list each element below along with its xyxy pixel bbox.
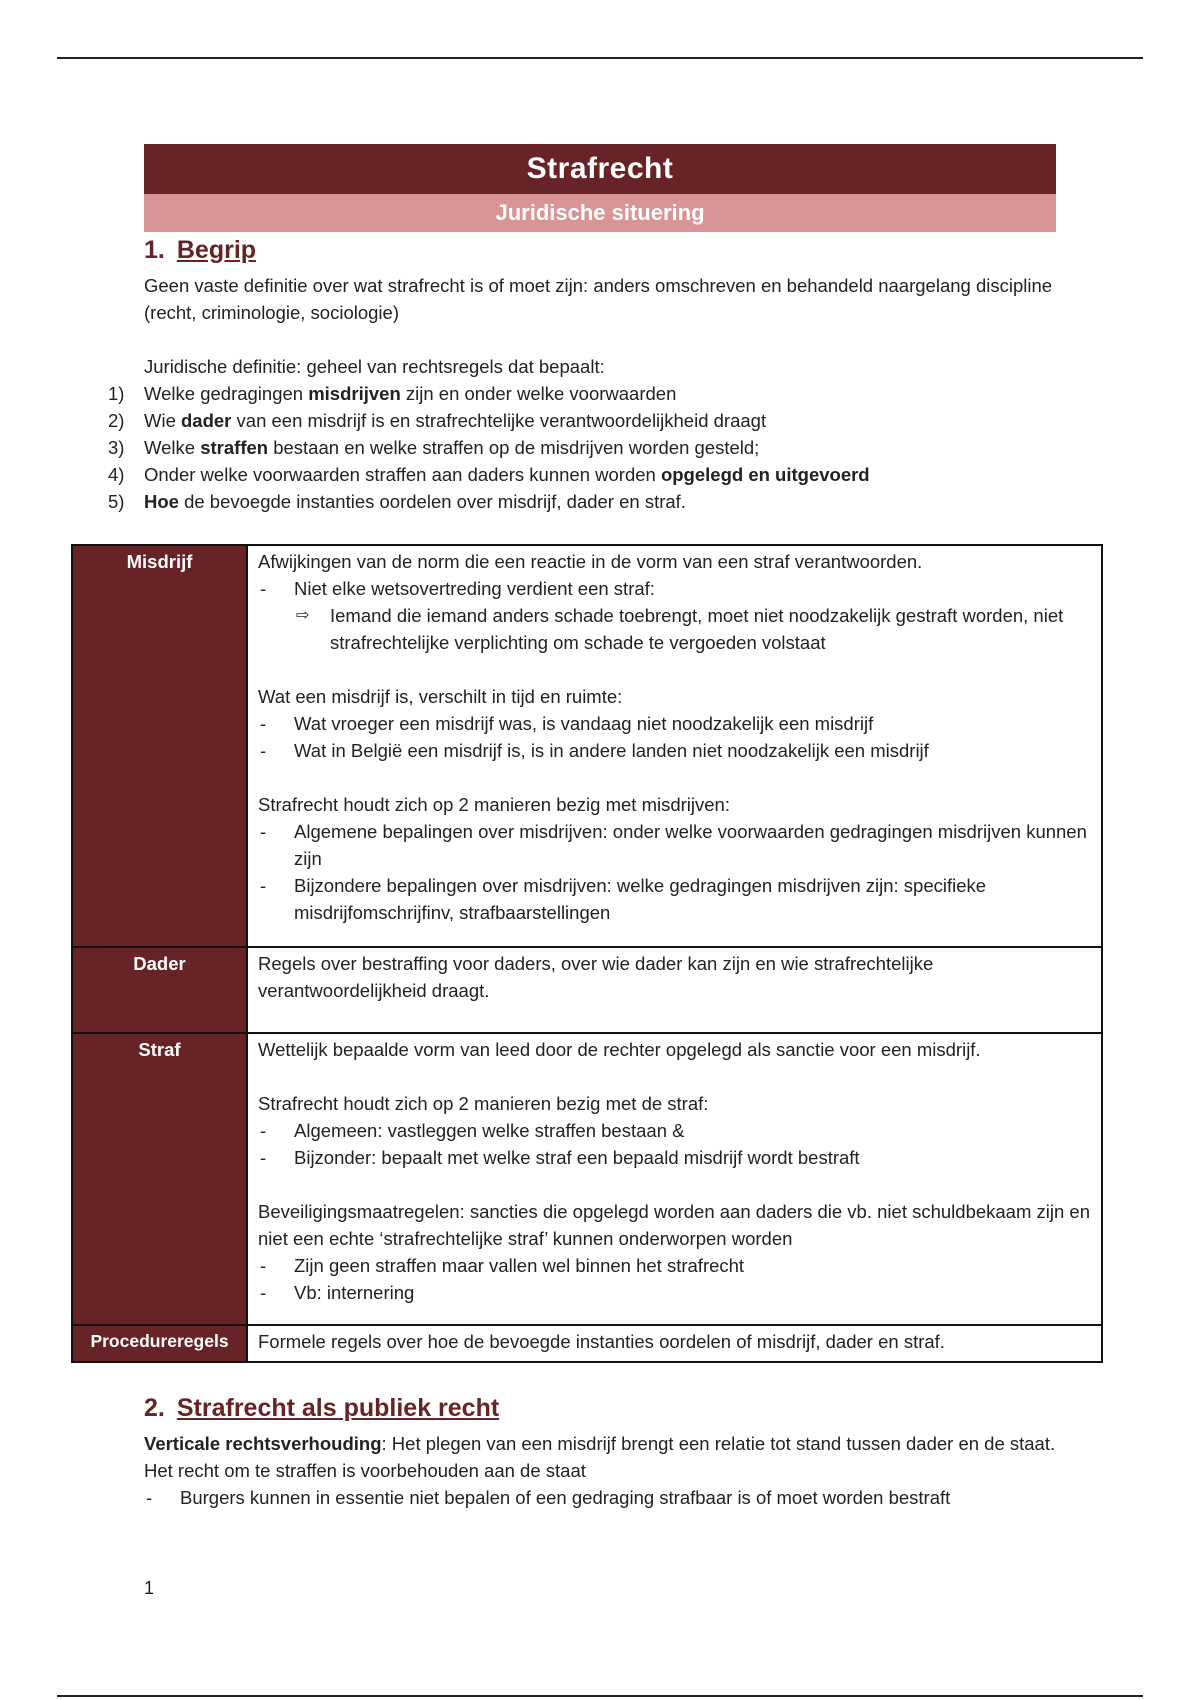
section1-intro: Geen vaste definitie over wat strafrecht is of moet zijn: anders omschreven en behandeld naargelang discipline (recht, criminologie, sociologie)	[144, 275, 1053, 323]
definitions-table	[71, 544, 1103, 1363]
list-item: 1) Welke gedragingen misdrijven zijn en onder welke voorwaarden	[108, 383, 677, 404]
page-number: 1	[144, 1578, 155, 1598]
top-rule	[57, 57, 1143, 59]
table-row-procedureregels	[72, 1325, 1102, 1362]
section2-title: Strafrecht als publiek recht	[176, 1394, 500, 1422]
section1-heading	[144, 236, 256, 265]
row-label-straf: Straf	[72, 1033, 247, 1325]
table-row-straf	[72, 1033, 1102, 1325]
table-row-dader	[72, 947, 1102, 1033]
section2-paragraph: Verticale rechtsverhouding: Het plegen van een misdrijf brengt een relatie tot stand tussen dader en de staat. Het recht om te straffen is voorbehouden aan de staat	[144, 1433, 1056, 1481]
bottom-rule	[57, 1695, 1143, 1697]
row-label-dader: Dader	[72, 947, 247, 1033]
section2-bullet: - Burgers kunnen in essentie niet bepalen of een gedraging strafbaar is of moet worden bestraft	[144, 1484, 1080, 1511]
row-label-misdrijf: Misdrijf	[72, 545, 247, 947]
row-content-straf: Wettelijk bepaalde vorm van leed door de rechter opgelegd als sanctie voor een misdrijf. Strafrecht houdt zich op 2 manieren bezig met de straf: - Algemeen: vastleggen welke straffen bestaan & - Bijzonder: bepaalt met welke straf een bepaald misdrijf wordt bestraft Beveiligingsmaatregelen: sancties die opgelegd worden aan daders die vb. niet schuldbekaam zijn en niet een echte ‘strafrechtelijke straf’ kunnen onderworpen worden - Zijn geen straffen maar vallen wel binnen het strafrecht - Vb: internering	[247, 1033, 1102, 1325]
row-content-dader: Regels over bestraffing voor daders, over wie dader kan zijn en wie strafrechtelijke verantwoordelijkheid draagt.	[247, 947, 1102, 1033]
document-title: Strafrecht	[144, 144, 1056, 194]
definition-list	[108, 380, 1068, 515]
list-item: 2) Wie dader van een misdrijf is en strafrechtelijke verantwoordelijkheid draagt	[108, 410, 767, 431]
document-subtitle: Juridische situering	[144, 194, 1056, 232]
section1-definition-lead: Juridische definitie: geheel van rechtsregels dat bepaalt:	[144, 356, 605, 377]
list-item: 5) Hoe de bevoegde instanties oordelen over misdrijf, dader en straf.	[108, 491, 686, 512]
section1-title: Begrip	[176, 236, 257, 264]
table-row-misdrijf	[72, 545, 1102, 947]
row-content-procedureregels: Formele regels over hoe de bevoegde instanties oordelen of misdrijf, dader en straf.	[247, 1325, 1102, 1362]
row-content-misdrijf: Afwijkingen van de norm die een reactie in de vorm van een straf verantwoorden. - Niet elke wetsovertreding verdient een straf: ⇨ Iemand die iemand anders schade toebrengt, moet niet noodzakelijk gestraft worden, niet strafrechtelijke verplichting om schade te vergoeden volstaat Wat een misdrijf is, verschilt in tijd en ruimte: - Wat vroeger een misdrijf was, is vandaag niet noodzakelijk een misdrijf - Wat in België een misdrijf is, is in andere landen niet noodzakelijk een misdrijf Strafrecht houdt zich op 2 manieren bezig met misdrijven: - Algemene bepalingen over misdrijven: onder welke voorwaarden gedragingen misdrijven kunnen zijn - Bijzondere bepalingen over misdrijven: welke gedragingen misdrijven zijn: specifieke misdrijfomschrijfinv, strafbaarstellingen	[247, 545, 1102, 947]
list-item: 4) Onder welke voorwaarden straffen aan daders kunnen worden opgelegd en uitgevoerd	[108, 464, 870, 485]
section1-number: 1.	[144, 236, 165, 264]
section2-number: 2.	[144, 1394, 165, 1422]
row-label-procedureregels: Procedureregels	[72, 1325, 247, 1362]
list-item: 3) Welke straffen bestaan en welke straffen op de misdrijven worden gesteld;	[108, 437, 760, 458]
section2-heading	[144, 1394, 499, 1423]
arrow-icon: ⇨	[296, 607, 310, 624]
